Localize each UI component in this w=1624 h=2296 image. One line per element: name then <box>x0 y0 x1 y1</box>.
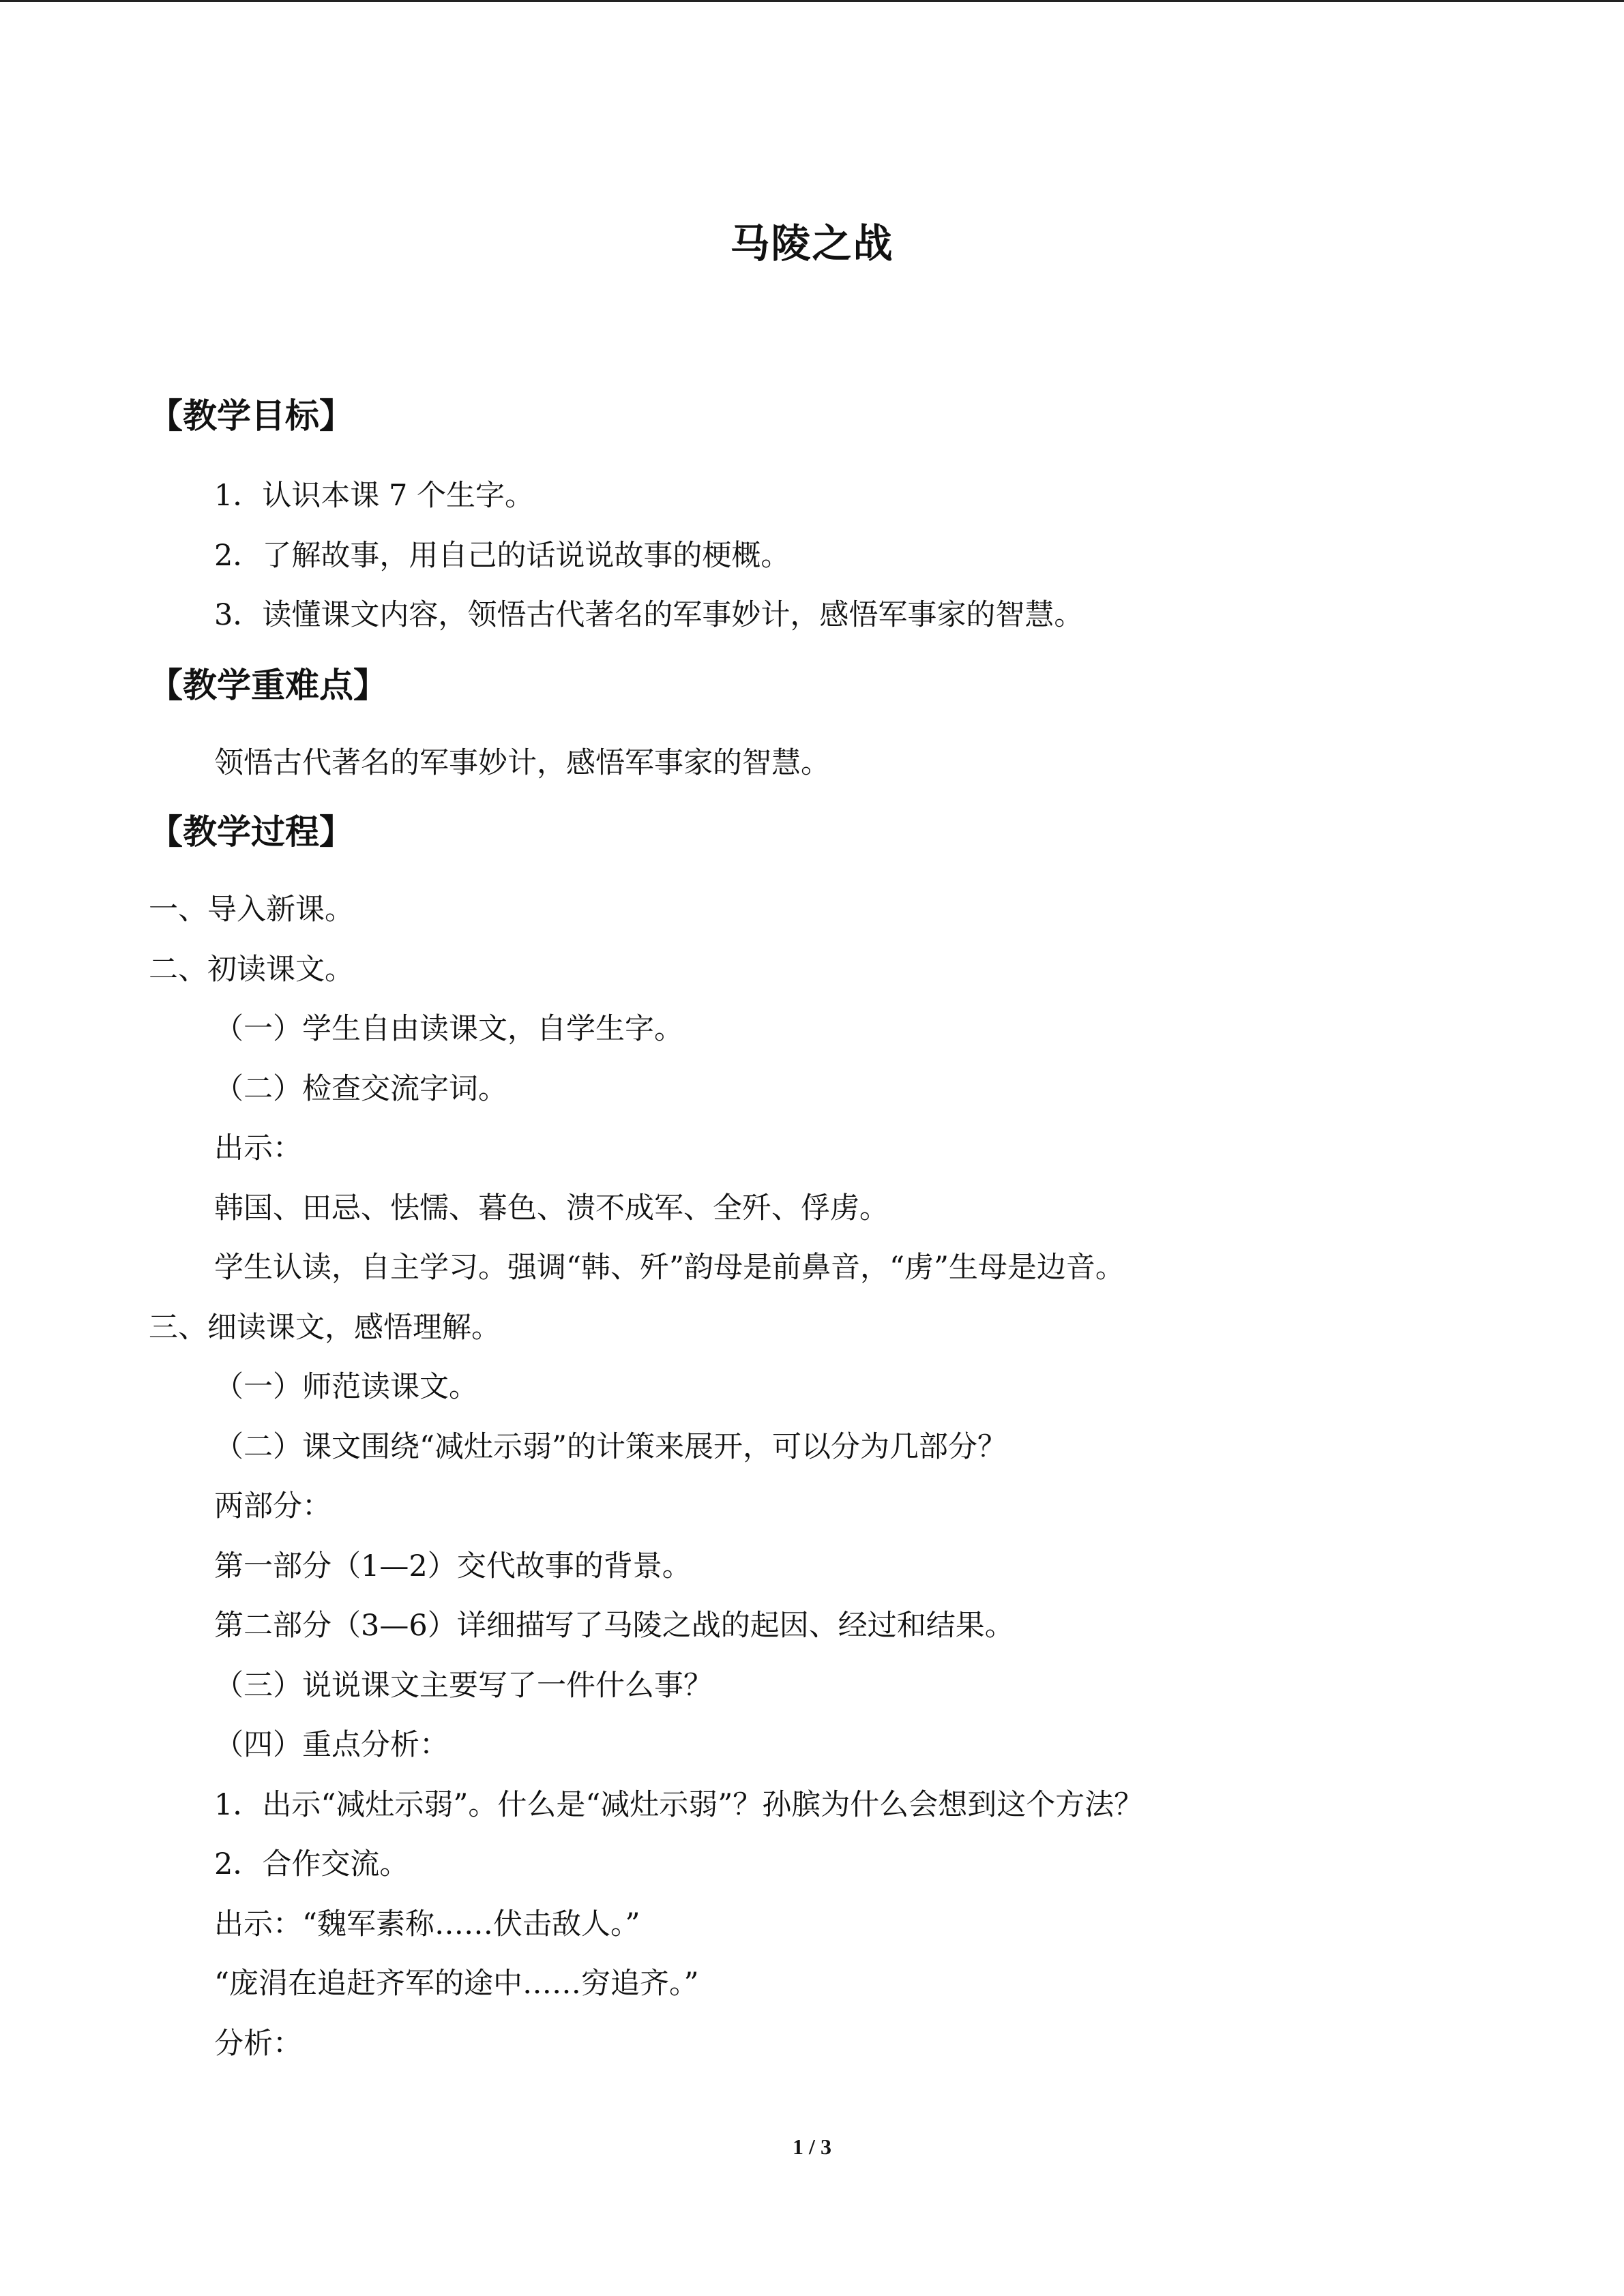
process-line: 第一部分（1—2）交代故事的背景。 <box>214 1549 692 1583</box>
page-title: 马陵之战 <box>730 220 894 267</box>
process-line: 韩国、田忌、怯懦、暮色、溃不成军、全歼、俘虏。 <box>214 1191 889 1225</box>
heading-key-points: 【教学重难点】 <box>149 666 387 705</box>
process-line: （一）师范读课文。 <box>214 1370 478 1404</box>
process-line: （一）学生自由读课文，自学生字。 <box>214 1012 683 1046</box>
process-line: （三）说说课文主要写了一件什么事？ <box>214 1669 713 1703</box>
process-line: 一、导入新课。 <box>149 893 354 927</box>
process-line: 三、细读课文，感悟理解。 <box>149 1311 501 1345</box>
key-points-text: 领悟古代著名的军事妙计，感悟军事家的智慧。 <box>214 746 830 780</box>
heading-objectives: 【教学目标】 <box>149 396 353 436</box>
process-line: 2．合作交流。 <box>214 1847 409 1881</box>
process-line: 二、初读课文。 <box>149 953 354 987</box>
page-number: 1 / 3 <box>793 2134 831 2159</box>
process-line: 1．出示“减灶示弱”。什么是“减灶示弱”？孙膑为什么会想到这个方法？ <box>214 1788 1144 1822</box>
process-line: 学生认读，自主学习。强调“韩、歼”韵母是前鼻音，“虏”生母是边音。 <box>214 1251 1125 1285</box>
process-line: 出示： <box>214 1131 302 1165</box>
process-line: 分析： <box>214 2027 302 2061</box>
process-line: （二）课文围绕“减灶示弱”的计策来展开，可以分为几部分？ <box>214 1430 1007 1464</box>
objective-item: 2．了解故事，用自己的话说说故事的梗概。 <box>214 539 791 573</box>
top-border <box>0 0 1624 2</box>
heading-process: 【教学过程】 <box>149 812 353 852</box>
process-line: 出示：“魏军素称……伏击敌人。” <box>214 1907 640 1941</box>
process-line: 两部分： <box>214 1489 331 1523</box>
process-line: 第二部分（3—6）详细描写了马陵之战的起因、经过和结果。 <box>214 1609 1014 1643</box>
objective-item: 3．读懂课文内容，领悟古代著名的军事妙计，感悟军事家的智慧。 <box>214 598 1084 632</box>
process-line: （四）重点分析： <box>214 1728 449 1762</box>
process-line: （二）检查交流字词。 <box>214 1072 507 1106</box>
objective-item: 1．认识本课 7 个生字。 <box>214 479 535 513</box>
process-line: “庞涓在追赶齐军的途中……穷追齐。” <box>214 1967 699 2001</box>
